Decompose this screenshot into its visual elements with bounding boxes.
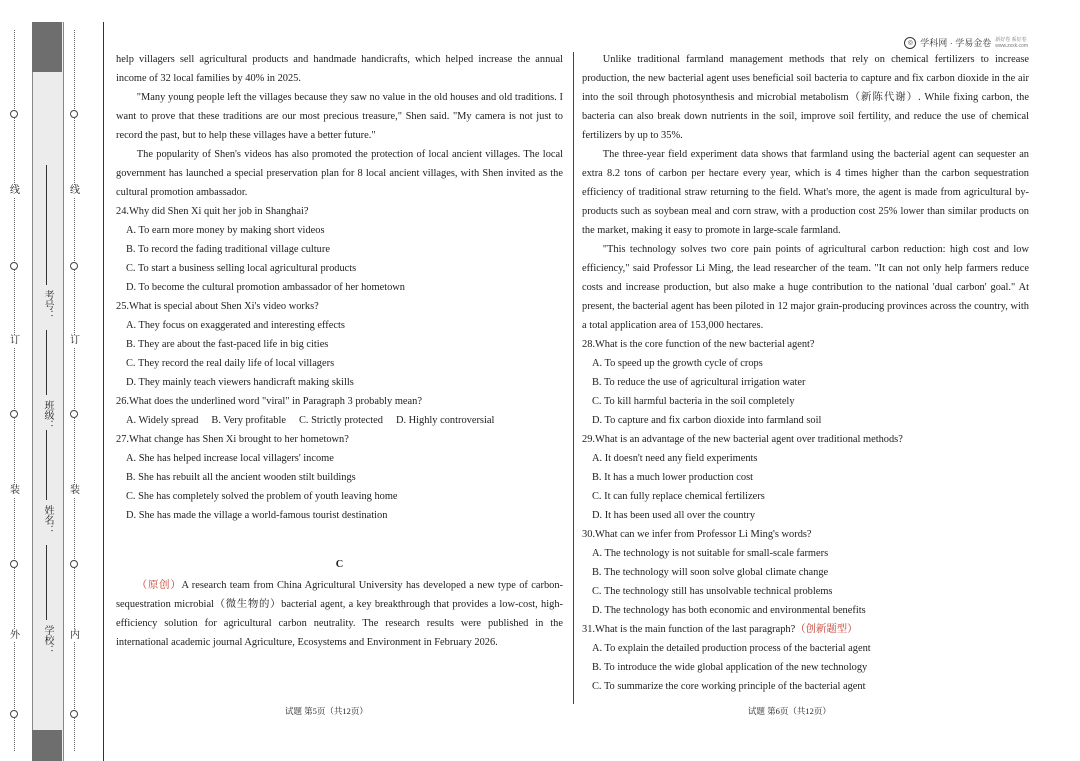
option: B. They are about the fast-paced life in big cities xyxy=(126,339,329,350)
binding-hole xyxy=(10,710,18,718)
column-divider xyxy=(573,52,574,704)
option: A. To earn more money by making short videos xyxy=(126,225,325,236)
option: A. To speed up the growth cycle of crops xyxy=(592,358,763,369)
binding-hole xyxy=(70,560,78,568)
question-26-options xyxy=(116,411,563,430)
question-30: 30.What can we infer from Professor Li Ming's words? xyxy=(582,529,812,540)
section-heading-c: C xyxy=(335,559,344,570)
label-school: 学校： xyxy=(42,625,53,655)
passage-paragraph: Unlike traditional farmland management methods that rely on chemical fertilizers to increase production, the new bacterial agent uses beneficial soil bacteria to capture and fix carbon dioxide in the air into the soil through photosynthesis and microbial metabolism（新陈代谢）. While fixing carbon, the bacteria can also break down nutrients in the soil, improve soil fertility, and reduce the use of chemical fertilizers by up to 35%. xyxy=(582,54,1029,141)
question-28: 28.What is the core function of the new bacterial agent? xyxy=(582,339,815,350)
option: C. It can fully replace chemical fertilizers xyxy=(592,491,765,502)
innovative-tag: （创新题型） xyxy=(795,624,858,635)
option: B. The technology will soon solve global climate change xyxy=(592,567,829,578)
binding-hole xyxy=(10,410,18,418)
binding-hole xyxy=(10,110,18,118)
option: C. The technology still has unsolvable technical problems xyxy=(592,586,833,597)
option: C. To summarize the core working principle of the bacterial agent xyxy=(592,681,866,692)
binding-char-outer: 装 xyxy=(10,485,20,496)
option: A. She has helped increase local villagers' income xyxy=(126,453,334,464)
binding-margin xyxy=(0,0,100,761)
label-exam-number: 考号： xyxy=(42,290,53,320)
logo-text: 学科网 · 学易金卷 xyxy=(920,38,992,48)
binding-strip-top xyxy=(32,22,62,72)
option: A. The technology is not suitable for small-scale farmers xyxy=(592,548,829,559)
option: B. To introduce the wide global application of the new technology xyxy=(592,662,868,673)
binding-char-outer: 订 xyxy=(10,335,20,346)
exam-number-line xyxy=(46,165,47,285)
option: A. It doesn't need any field experiments xyxy=(592,453,758,464)
question-27: 27.What change has Shen Xi brought to her hometown? xyxy=(116,434,349,445)
option: D. To capture and fix carbon dioxide into farmland soil xyxy=(592,415,822,426)
page-footer-right: 试题 第6页（共12页） xyxy=(748,706,831,716)
option: D. To become the cultural promotion ambassador of her hometown xyxy=(126,282,405,293)
class-line xyxy=(46,330,47,395)
binding-hole xyxy=(70,410,78,418)
original-tag: （原创） xyxy=(136,580,182,591)
question-26: 26.What does the underlined word "viral" in Paragraph 3 probably mean? xyxy=(116,396,422,407)
binding-strip-bottom xyxy=(32,730,62,761)
option: A. To explain the detailed production process of the bacterial agent xyxy=(592,643,871,654)
option: B. It has a much lower production cost xyxy=(592,472,754,483)
option: B. Very profitable xyxy=(211,415,286,426)
page-border xyxy=(103,22,104,761)
name-line xyxy=(46,430,47,500)
label-name: 姓名： xyxy=(42,505,53,535)
school-line xyxy=(46,545,47,620)
option: C. They record the real daily life of local villagers xyxy=(126,358,335,369)
option: D. It has been used all over the country xyxy=(592,510,756,521)
option: C. She has completely solved the problem of youth leaving home xyxy=(126,491,398,502)
passage-c-text: A research team from China Agricultural University has developed a new type of carbon-sequestration microbial（微生物的）bacterial agent, a key breakthrough that provides a low-cost, high-efficiency solution for agricultural carbon neutrality. The research results were published in the international academic journal Agriculture, Ecosystems and Environment in February 2026. xyxy=(116,580,564,648)
option: C. To start a business selling local agricultural products xyxy=(126,263,357,274)
question-29: 29.What is an advantage of the new bacterial agent over traditional methods? xyxy=(582,434,903,445)
passage-paragraph: help villagers sell agricultural products and handmade handicrafts, which helped increase the annual income of 32 local families by 40% in 2025. xyxy=(116,54,563,84)
option: A. They focus on exaggerated and interesting effects xyxy=(126,320,345,331)
binding-hole xyxy=(10,262,18,270)
binding-hole xyxy=(70,710,78,718)
question-25: 25.What is special about Shen Xi's video works? xyxy=(116,301,319,312)
binding-char-inner: 内 xyxy=(70,630,80,641)
option: C. Strictly protected xyxy=(298,415,383,426)
logo-small-top: 新好卷 系好卷 xyxy=(995,36,1027,43)
inner-dotted-line xyxy=(74,30,75,751)
passage-paragraph: The three-year field experiment data shows that farmland using the bacterial agent can sequester an extra 8.2 tons of carbon per hectare every year, which is 4 times higher than the carbon sequestration efficiency of traditional straw returning to the field. What's more, the agent is made from agricultural by-products such as soybean meal and corn straw, with a production cost 25% lower than similar products on the market, making it easy to promote in large-scale farmland. xyxy=(582,149,1029,236)
passage-paragraph: "Many young people left the villages because they saw no value in the old houses and old traditions. I want to prove that these traditions are our most precious treasure," Shen said. "My camera is not just to record the past, but to help these villages have a better future." xyxy=(116,92,563,141)
outer-dotted-line xyxy=(14,30,15,751)
logo-small-bottom: www.zxxk.com xyxy=(995,42,1028,49)
question-31 xyxy=(582,620,1029,639)
logo-icon: ◎ xyxy=(904,37,916,49)
binding-hole xyxy=(70,110,78,118)
publisher-logo xyxy=(904,36,1028,49)
binding-char-outer: 线 xyxy=(10,185,20,196)
right-column xyxy=(582,50,1029,696)
passage-c-intro xyxy=(116,576,563,652)
question-31-text: 31.What is the main function of the last paragraph? xyxy=(582,624,796,635)
option: D. The technology has both economic and environmental benefits xyxy=(592,605,866,616)
label-class: 班级： xyxy=(42,400,53,430)
option: D. Highly controversial xyxy=(395,415,495,426)
option: D. She has made the village a world-famous tourist destination xyxy=(126,510,388,521)
option: B. She has rebuilt all the ancient wooden stilt buildings xyxy=(126,472,356,483)
binding-char-inner: 装 xyxy=(70,485,80,496)
option: C. To kill harmful bacteria in the soil completely xyxy=(592,396,795,407)
binding-hole xyxy=(10,560,18,568)
option: D. They mainly teach viewers handicraft making skills xyxy=(126,377,354,388)
passage-paragraph: "This technology solves two core pain points of agricultural carbon reduction: high cost and low efficiency," said Professor Li Ming, the lead researcher of the team. "It can not only help farmers reduce costs and increase production, but also make a huge contribution to the national 'dual carbon' goal." At present, the bacterial agent has been piloted in 12 major grain-producing provinces across the country, with a total application area of 153,000 hectares. xyxy=(582,244,1029,331)
binding-char-inner: 订 xyxy=(70,335,80,346)
passage-paragraph: The popularity of Shen's videos has also promoted the protection of local ancient villages. The local government has launched a special preservation plan for 8 local ancient villages, with Shen invited as the cultural promotion ambassador. xyxy=(116,149,563,198)
binding-char-outer: 外 xyxy=(10,630,20,641)
page-footer-left: 试题 第5页（共12页） xyxy=(285,706,368,716)
question-24: 24.Why did Shen Xi quit her job in Shanghai? xyxy=(116,206,309,217)
binding-char-inner: 线 xyxy=(70,185,80,196)
option: B. To record the fading traditional village culture xyxy=(126,244,330,255)
option: A. Widely spread xyxy=(126,415,199,426)
option: B. To reduce the use of agricultural irrigation water xyxy=(592,377,806,388)
binding-hole xyxy=(70,262,78,270)
left-column xyxy=(116,50,563,652)
